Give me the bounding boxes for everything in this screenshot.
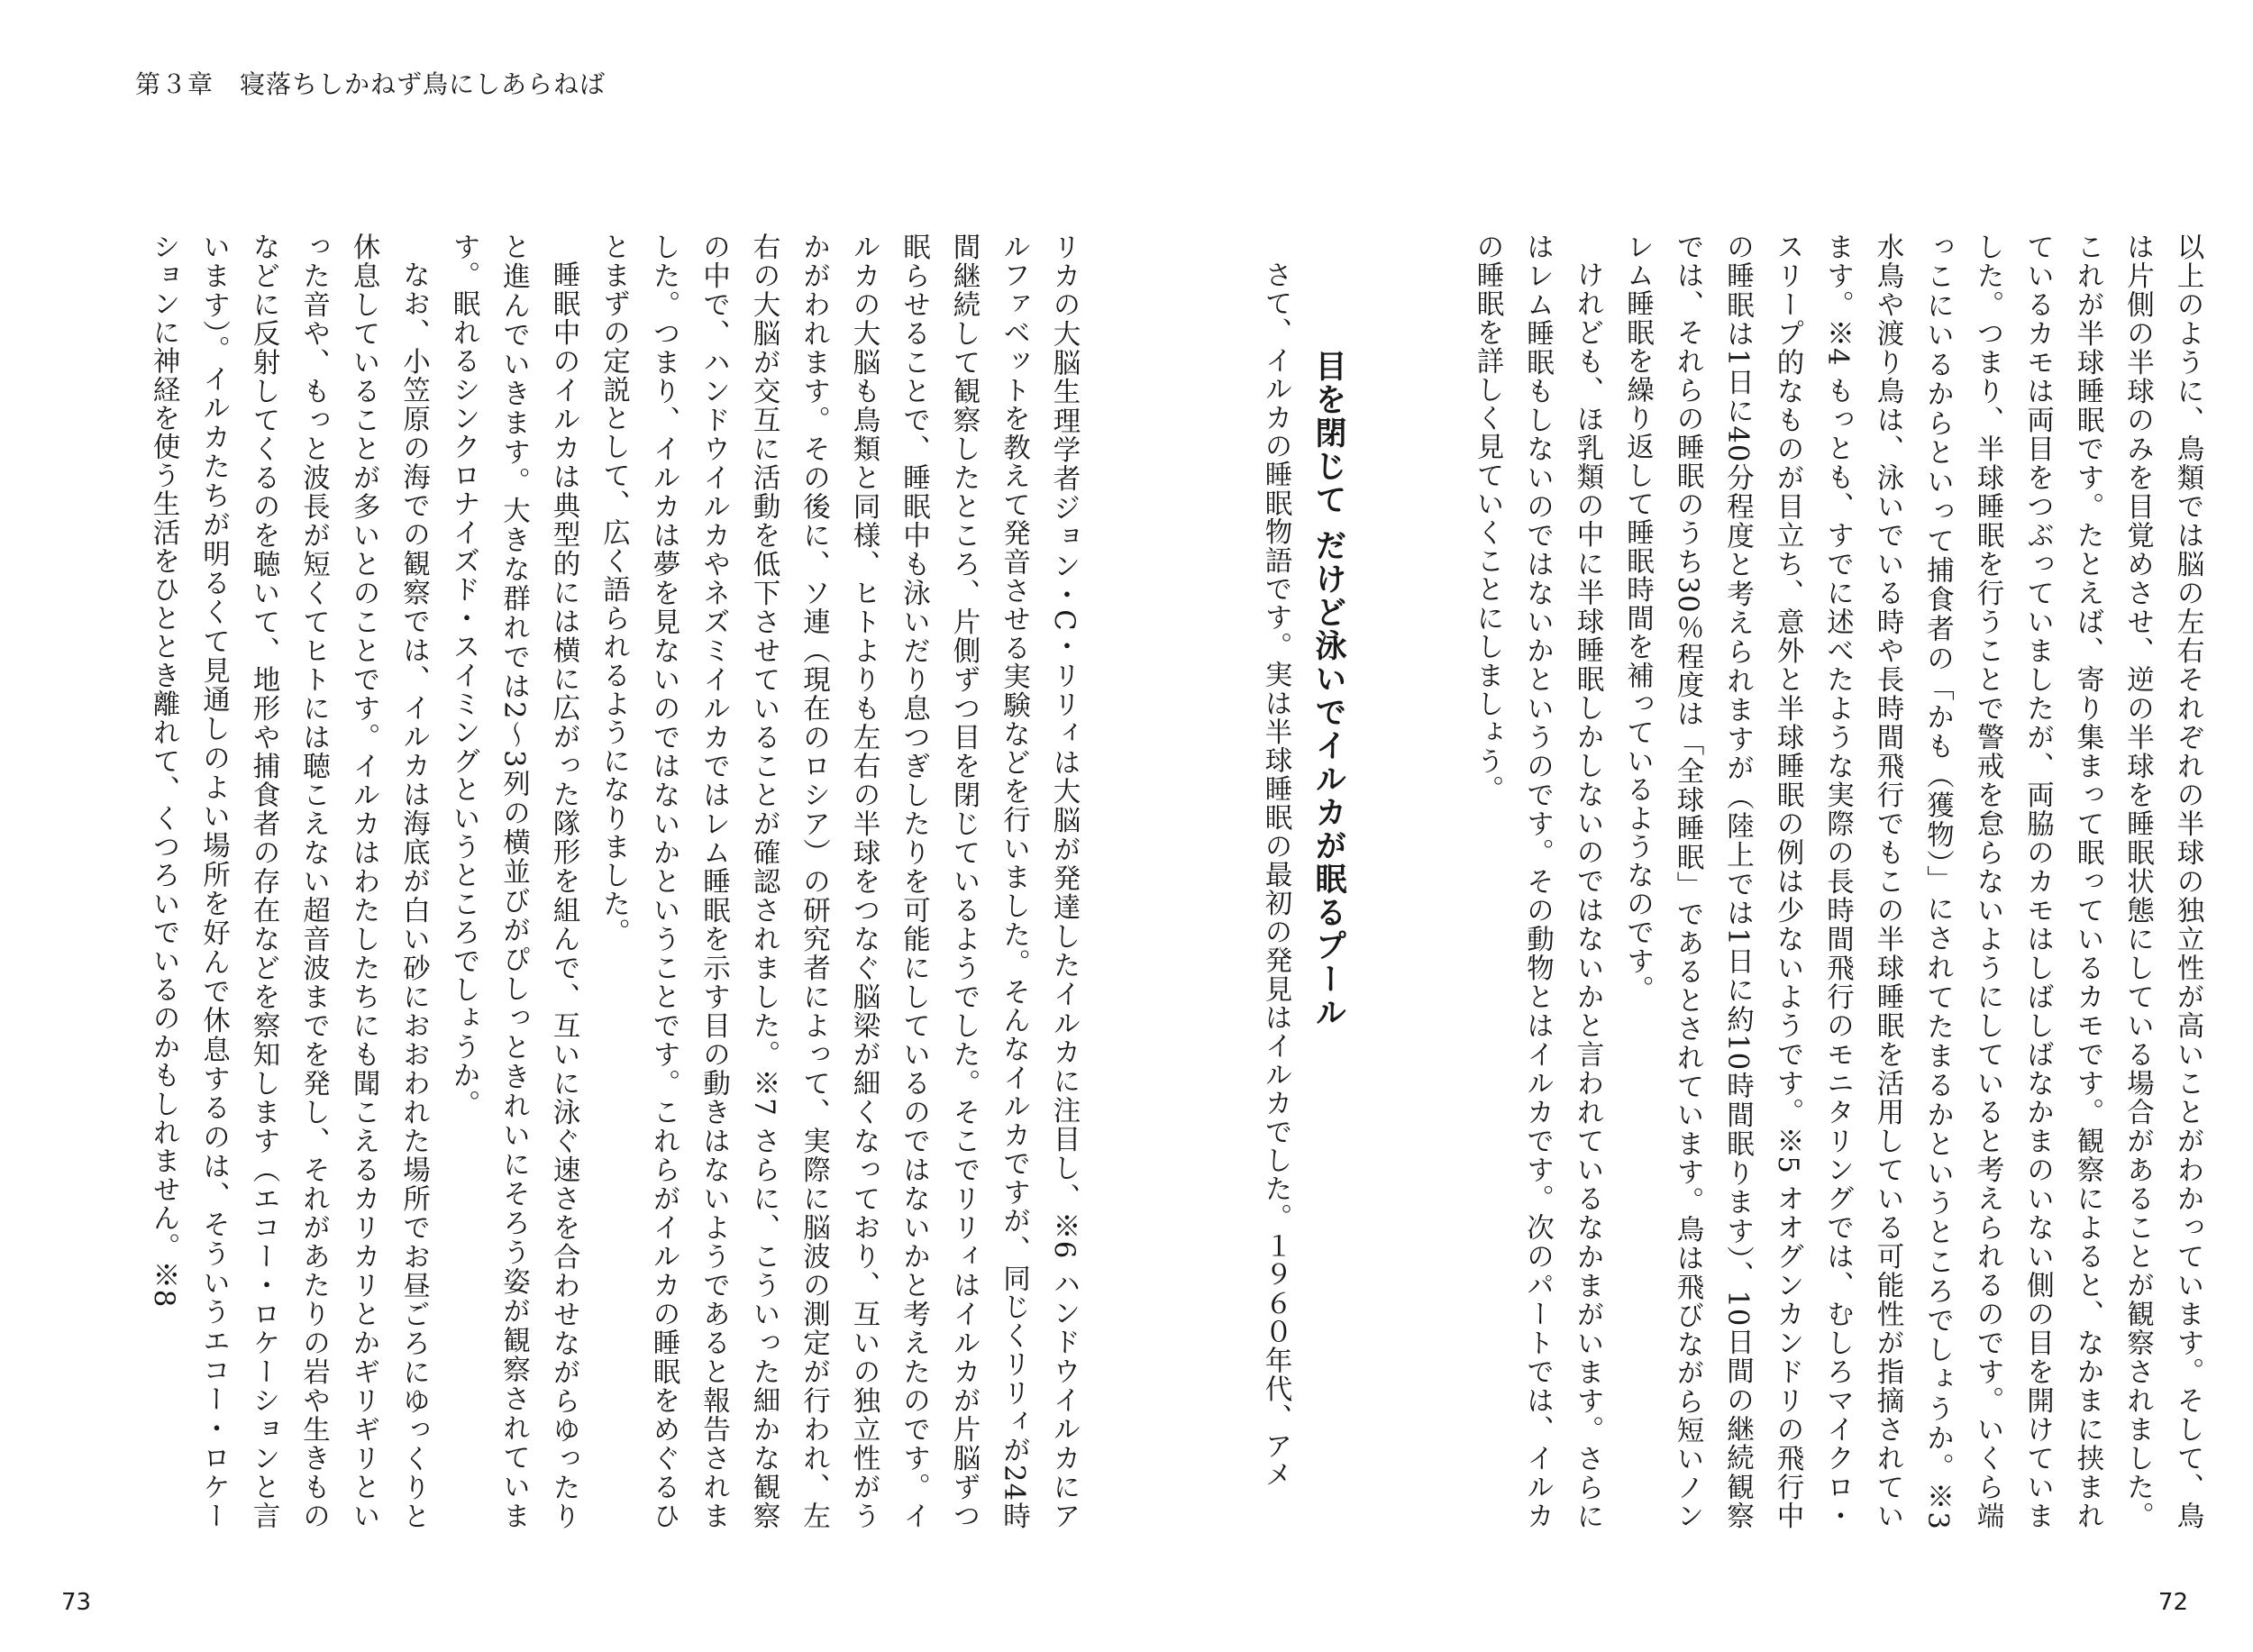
page-72-paragraph: 以上のように、鳥類では脳の左右それぞれの半球の独立性が高いことがわかっています。そして、鳥は片側の半球のみを目覚めさせ、逆の半球を睡眠状態にしている場合があることが観察されました。これが半球睡眠です。たとえば、寄り集まって眠っているカモです。観察によると、なかまに挟まれているカモは両目をつぶっていましたが、両脇のカモはしばしばなかまのいない側の目を開けていました。つまり、半球睡眠を行うことで警戒を怠らないようにしていると考えられるのです。いくら端っこにいるからといって捕食者の「かも（獲物）」にされてたまるかというところでしょうか。※3 水鳥や渡り鳥は、泳いでいる時や長時間飛行でもこの半球睡眠を活用している可能性が指摘されています。※4 もっとも、すでに述べたような実際の長時間飛行のモニタリングでは、むしろマイクロ・スリープ的なものが目立ち、意外と半球睡眠の例は少ないようです。※5 オオグンカンドリの飛行中の睡眠は1日に40分程度と考えられますが（陸上では1日に約10時間眠ります）、10日間の継続観察では、それらの睡眠のうち30％程度は「全球睡眠」であるとされています。鳥は飛びながら短いノンレム睡眠を繰り返して睡眠時間を補っているようなのです。	[1621, 233, 2203, 1530]
page-73-paragraph: なお、小笠原の海での観察では、イルカは海底が白い砂におおわれた場所でお昼ごろにゆっくりと休息していることが多いとのことです。イルカはわたしたちにも聞こえるカリカリとかギリギリといった音や、もっと波長が短くてヒトには聴こえない超音波までを発し、それがあたりの岩や生きものなどに反射してくるのを聴いて、地形や捕食者の存在などを察知します（エコー・ロケーションと言います）。イルカたちが明るくて見通しのよい場所を好んで休息するのは、そういうエコー・ロケーションに神経を使う生活をひととき離れて、くつろいでいるのかもしれません。※8	[148, 233, 430, 1530]
section-block	[1244, 233, 1356, 1530]
page-72-body	[1437, 233, 2212, 1530]
section-intro: さて、イルカの睡眠物語です。実は半球睡眠の最初の発見はイルカでした。１９６０年代、アメ	[1260, 260, 1291, 1489]
page-number-right: 72	[2157, 1589, 2188, 1616]
page-number-left: 73	[61, 1589, 92, 1616]
page-73-paragraph: 睡眠中のイルカは典型的には横に広がった隊形を組んで、互いに泳ぐ速さを合わせながらゆったりと進んでいきます。大きな群れでは2〜3列の横並びがぴしっときれいにそろう姿が観察されています。眠れるシンクロナイズド・スイミングというところでしょうか。	[448, 233, 579, 1530]
page-72-paragraph: けれども、ほ乳類の中に半球睡眠しかしないのではないかと言われているなかまがいます。さらにはレム睡眠もしないのではないかというのです。その動物とはイルカです。次のパートでは、イルカの睡眠を詳しく見ていくことにしましょう。	[1472, 233, 1603, 1530]
page-73-body	[61, 233, 1089, 1530]
page-73-paragraph: リカの大脳生理学者ジョン・C・リリィは大脳が発達したイルカに注目し、※6 ハンドウイルカにアルファベットを教えて発音させる実験などを行いました。そんなイルカですが、同じくリリィが24時間継続して観察したところ、片側ずつ目を閉じているようでした。そこでリリィはイルカが片脳ずつ眠らせることで、睡眠中も泳いだり息つぎしたりを可能にしているのではないかと考えたのです。イルカの大脳も鳥類と同様、ヒトよりも左右の半球をつなぐ脳梁が細くなっており、互いの独立性がうかがわれます。その後に、ソ連（現在のロシア）の研究者によって、実際に脳波の測定が行われ、左右の大脳が交互に活動を低下させていることが確認されました。※7 さらに、こういった細かな観察の中で、ハンドウイルカやネズミイルカではレム睡眠を示す目の動きはないようであると報告されました。つまり、イルカは夢を見ないのではないかということです。これらがイルカの睡眠をめぐるひとまずの定説として、広く語られるようになりました。	[597, 233, 1080, 1531]
section-heading: 目を閉じて だけど泳いでイルカが眠るプール	[1310, 350, 1346, 1030]
running-header: 第３章 寝落ちしかねず鳥にしあらねば	[135, 69, 607, 99]
